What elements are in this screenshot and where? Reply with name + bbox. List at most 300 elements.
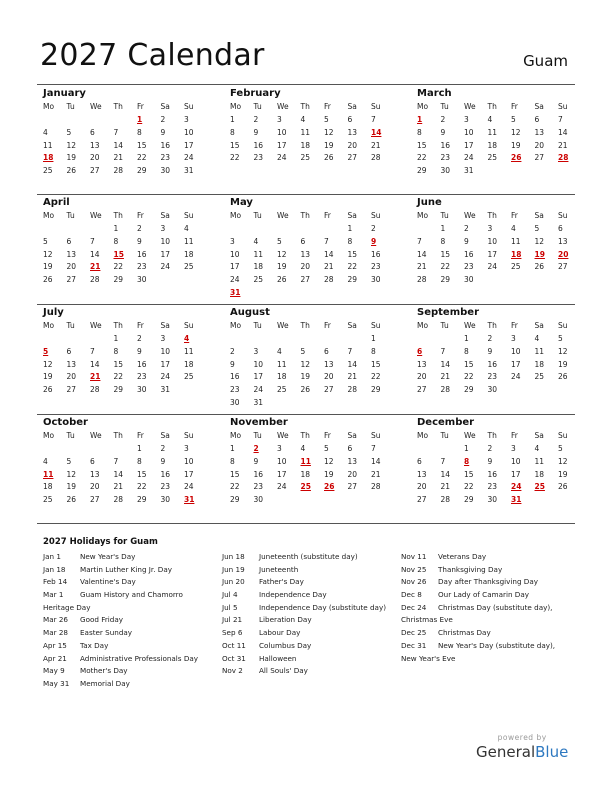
weekday-header: Th xyxy=(300,321,310,330)
day: 30 xyxy=(440,166,451,176)
day: 22 xyxy=(371,372,381,382)
day: 1 xyxy=(230,444,235,453)
holiday-day: 26 xyxy=(324,482,335,492)
weekday-header: We xyxy=(464,102,476,111)
day: 10 xyxy=(230,249,240,259)
holiday-day: 8 xyxy=(464,456,470,466)
empty-day xyxy=(65,224,89,237)
day: 30 xyxy=(487,495,498,505)
month-name: August xyxy=(230,307,270,318)
day: 6 xyxy=(90,456,95,466)
day: 29 xyxy=(464,385,474,395)
day: 28 xyxy=(90,275,100,285)
holiday-entry xyxy=(401,577,555,590)
day: 29 xyxy=(113,385,124,395)
day: 28 xyxy=(324,275,334,285)
day: 27 xyxy=(417,495,427,505)
weekday-header: Tu xyxy=(253,321,262,330)
holiday-list-column xyxy=(401,552,555,666)
divider xyxy=(37,523,575,524)
day: 25 xyxy=(300,153,311,163)
day: 6 xyxy=(324,346,329,356)
day: 29 xyxy=(137,166,147,176)
holiday-name: Independence Day xyxy=(259,590,327,600)
holiday-day: 5 xyxy=(43,346,49,356)
empty-day xyxy=(228,224,252,237)
empty-day xyxy=(41,224,65,237)
day: 26 xyxy=(277,275,287,285)
weekday-header: Su xyxy=(558,211,568,220)
holiday-date: Oct 31 xyxy=(222,653,246,663)
weekday-header: Mo xyxy=(43,211,55,220)
month-name: November xyxy=(230,417,288,428)
day: 25 xyxy=(511,262,521,272)
day: 30 xyxy=(464,275,474,285)
empty-day xyxy=(41,334,65,347)
holiday-date: Jul 4 xyxy=(222,590,238,600)
month-name: January xyxy=(43,88,86,99)
holiday-name: Christmas Day xyxy=(438,628,491,638)
day: 14 xyxy=(440,359,451,369)
day: 30 xyxy=(160,495,171,505)
weekday-header: Tu xyxy=(253,102,262,111)
holiday-date: May 9 xyxy=(43,666,65,676)
holiday-name: Mother's Day xyxy=(80,666,128,676)
weekday-header: Fr xyxy=(324,102,331,111)
day: 30 xyxy=(253,495,264,505)
empty-day xyxy=(112,115,136,128)
holiday-list-column xyxy=(43,552,198,692)
day: 19 xyxy=(300,372,311,382)
day: 30 xyxy=(137,385,147,395)
day: 19 xyxy=(324,469,334,479)
day: 13 xyxy=(347,456,358,466)
holiday-entry xyxy=(43,654,198,667)
empty-day xyxy=(252,224,276,237)
day: 27 xyxy=(417,385,427,395)
day: 31 xyxy=(253,397,264,407)
day: 1 xyxy=(371,334,376,343)
day: 11 xyxy=(277,359,287,369)
holiday-date: Nov 26 xyxy=(401,577,427,587)
day: 23 xyxy=(464,262,474,272)
day: 27 xyxy=(66,275,77,285)
day: 23 xyxy=(253,153,264,163)
empty-day xyxy=(41,115,65,128)
holiday-day: 1 xyxy=(137,115,143,124)
day: 23 xyxy=(487,372,498,382)
holiday-name: Juneteenth (substitute day) xyxy=(259,552,358,561)
brand-name xyxy=(476,743,568,761)
day: 13 xyxy=(90,140,100,150)
day: 28 xyxy=(347,385,358,395)
holiday-date: Apr 15 xyxy=(43,640,67,650)
day: 18 xyxy=(184,249,194,259)
day: 25 xyxy=(184,262,194,272)
day: 3 xyxy=(184,115,189,124)
day: 22 xyxy=(137,482,147,492)
holiday-day: 20 xyxy=(558,249,569,259)
holiday-name: Martin Luther King Jr. Day xyxy=(80,564,172,574)
day: 6 xyxy=(347,444,353,453)
day: 29 xyxy=(371,385,381,395)
weekday-header: Sa xyxy=(534,321,544,330)
day: 4 xyxy=(534,334,540,343)
holiday-date: Dec 31 xyxy=(401,640,427,650)
divider xyxy=(37,304,575,305)
holiday-entry xyxy=(401,565,555,578)
day: 6 xyxy=(558,224,563,233)
day: 4 xyxy=(534,444,540,453)
day: 29 xyxy=(137,495,147,505)
day: 5 xyxy=(534,224,540,233)
weekday-header: We xyxy=(464,431,476,440)
day: 20 xyxy=(90,153,100,163)
day: 24 xyxy=(160,372,171,382)
holiday-day: 19 xyxy=(534,249,545,259)
day: 17 xyxy=(487,249,498,259)
weekday-header: Fr xyxy=(324,211,331,220)
day: 3 xyxy=(277,444,282,453)
day: 10 xyxy=(184,456,194,466)
month-name: October xyxy=(43,417,88,428)
day: 16 xyxy=(230,372,240,382)
weekday-header: We xyxy=(90,431,102,440)
day: 5 xyxy=(66,456,72,466)
holiday-name: Day after Thanksgiving Day xyxy=(438,577,538,587)
holiday-entry xyxy=(43,565,198,578)
holiday-entry xyxy=(401,654,555,667)
day: 22 xyxy=(113,372,124,382)
weekday-header: Fr xyxy=(137,102,144,111)
empty-day xyxy=(439,444,463,457)
day: 17 xyxy=(253,372,264,382)
holiday-entry xyxy=(222,628,386,641)
month-october xyxy=(37,417,197,508)
holiday-name: New Year's Day xyxy=(80,552,136,561)
weekday-header: We xyxy=(277,321,289,330)
day: 14 xyxy=(324,249,334,259)
day: 17 xyxy=(160,249,171,259)
day: 4 xyxy=(184,224,189,233)
day: 2 xyxy=(160,444,166,453)
day: 10 xyxy=(160,346,171,356)
day: 18 xyxy=(534,469,545,479)
weekday-header: Sa xyxy=(160,321,170,330)
holiday-entry xyxy=(222,590,386,603)
day: 5 xyxy=(324,444,329,453)
day: 22 xyxy=(230,153,240,163)
day: 7 xyxy=(371,444,376,453)
day: 23 xyxy=(160,153,171,163)
holiday-entry xyxy=(43,666,198,679)
holiday-date: Jun 18 xyxy=(222,552,245,561)
day: 28 xyxy=(371,482,381,492)
day: 1 xyxy=(464,444,469,453)
day: 27 xyxy=(347,482,358,492)
empty-day xyxy=(65,334,89,347)
day: 4 xyxy=(277,346,282,356)
month-name: September xyxy=(417,307,479,318)
month-day-grid xyxy=(228,431,384,508)
holiday-entry xyxy=(222,565,386,578)
powered-by-text: powered by xyxy=(497,733,547,742)
day: 16 xyxy=(253,140,264,150)
day: 2 xyxy=(230,346,235,356)
holiday-date: Jan 1 xyxy=(43,552,61,561)
day: 6 xyxy=(66,346,72,356)
day: 8 xyxy=(137,127,142,137)
day: 13 xyxy=(324,359,334,369)
holiday-name: Christmas Eve xyxy=(401,615,453,625)
weekday-header: We xyxy=(90,102,102,111)
day: 12 xyxy=(66,140,77,150)
weekday-header: Th xyxy=(113,102,123,111)
day: 4 xyxy=(511,224,516,233)
holiday-entry xyxy=(401,552,555,565)
holiday-date: Nov 25 xyxy=(401,564,427,574)
holiday-name: Administrative Professionals Day xyxy=(80,653,199,663)
weekday-header: Su xyxy=(184,431,194,440)
holiday-name: Veterans Day xyxy=(438,552,487,561)
divider xyxy=(37,194,575,195)
month-day-grid xyxy=(415,102,571,179)
footer-logo[interactable] xyxy=(476,733,568,761)
holiday-date: Feb 14 xyxy=(43,577,68,587)
holiday-name: Labour Day xyxy=(259,628,301,638)
month-day-grid xyxy=(415,211,571,288)
month-day-grid xyxy=(41,431,197,508)
empty-day xyxy=(228,334,252,347)
day: 27 xyxy=(90,166,100,176)
weekday-header: Tu xyxy=(66,431,75,440)
day: 12 xyxy=(43,359,53,369)
brand-general: General xyxy=(476,743,536,761)
day: 14 xyxy=(417,249,427,259)
month-july xyxy=(37,307,197,398)
holiday-entry xyxy=(43,679,198,692)
holiday-day: 1 xyxy=(417,115,423,124)
day: 22 xyxy=(230,482,240,492)
day: 20 xyxy=(347,140,358,150)
day: 5 xyxy=(277,236,282,246)
weekday-header: Mo xyxy=(230,211,242,220)
day: 28 xyxy=(440,385,451,395)
day: 2 xyxy=(464,224,469,233)
month-day-grid xyxy=(41,321,197,398)
holiday-entry xyxy=(222,666,386,679)
day: 5 xyxy=(43,236,48,246)
weekday-header: Th xyxy=(487,321,497,330)
day: 21 xyxy=(417,262,427,272)
day: 19 xyxy=(66,482,77,492)
holiday-date: Mar 1 xyxy=(43,590,64,600)
holiday-day: 21 xyxy=(90,372,101,382)
month-name: July xyxy=(43,307,64,318)
day: 15 xyxy=(347,249,358,259)
holiday-date: Apr 21 xyxy=(43,653,67,663)
day: 3 xyxy=(511,334,516,343)
day: 4 xyxy=(43,456,48,466)
day: 22 xyxy=(347,262,358,272)
day: 17 xyxy=(184,140,194,150)
weekday-header: Sa xyxy=(347,102,357,111)
holiday-day: 21 xyxy=(90,262,101,272)
day: 18 xyxy=(253,262,264,272)
empty-day xyxy=(415,444,439,457)
day: 20 xyxy=(66,262,77,272)
weekday-header: Fr xyxy=(137,321,144,330)
holiday-day: 25 xyxy=(534,482,545,492)
day: 16 xyxy=(464,249,474,259)
day: 2 xyxy=(253,115,259,124)
day: 17 xyxy=(277,469,287,479)
day: 25 xyxy=(184,372,194,382)
day: 11 xyxy=(534,346,545,356)
day: 19 xyxy=(324,140,334,150)
day: 16 xyxy=(160,140,171,150)
empty-day xyxy=(299,224,323,237)
day: 8 xyxy=(230,127,235,137)
day: 26 xyxy=(66,166,77,176)
day: 1 xyxy=(464,334,469,343)
weekday-header: Sa xyxy=(347,431,357,440)
day: 1 xyxy=(137,444,142,453)
day: 6 xyxy=(417,456,422,466)
day: 29 xyxy=(347,275,358,285)
day: 4 xyxy=(300,444,306,453)
weekday-header: Th xyxy=(113,321,123,330)
day: 25 xyxy=(277,385,287,395)
month-day-grid xyxy=(41,211,197,288)
holiday-day: 15 xyxy=(113,249,124,259)
day: 11 xyxy=(43,140,53,150)
day: 20 xyxy=(534,140,545,150)
empty-day xyxy=(88,334,112,347)
divider xyxy=(37,414,575,415)
holiday-name: Thanksgiving Day xyxy=(438,564,503,574)
holiday-name: Our Lady of Camarin Day xyxy=(438,590,529,600)
weekday-header: We xyxy=(464,321,476,330)
holiday-date: Jul 5 xyxy=(222,602,238,612)
day: 31 xyxy=(160,385,171,395)
weekday-header: Th xyxy=(487,102,497,111)
day: 3 xyxy=(464,115,469,124)
day: 1 xyxy=(440,224,446,233)
weekday-header: We xyxy=(464,211,476,220)
day: 14 xyxy=(113,140,124,150)
day: 9 xyxy=(464,236,469,246)
day: 3 xyxy=(511,444,516,453)
day: 23 xyxy=(160,482,171,492)
weekday-header: Su xyxy=(371,211,381,220)
holiday-name: Christmas Day (substitute day), xyxy=(438,602,553,612)
day: 8 xyxy=(113,346,119,356)
holiday-date: Jun 20 xyxy=(222,577,245,587)
day: 20 xyxy=(324,372,334,382)
holiday-day: 25 xyxy=(300,482,311,492)
empty-day xyxy=(65,115,89,128)
day: 25 xyxy=(43,495,53,505)
weekday-header: We xyxy=(277,102,289,111)
day: 28 xyxy=(440,495,451,505)
day: 29 xyxy=(113,275,124,285)
day: 7 xyxy=(113,127,119,137)
holidays-title: 2027 Holidays for Guam xyxy=(43,537,158,547)
day: 2 xyxy=(440,115,446,124)
weekday-header: Tu xyxy=(253,211,262,220)
month-name: December xyxy=(417,417,475,428)
day: 23 xyxy=(230,385,240,395)
weekday-header: Th xyxy=(300,211,310,220)
day: 20 xyxy=(90,482,100,492)
day: 24 xyxy=(184,482,194,492)
holiday-day: 31 xyxy=(230,287,241,297)
day: 2 xyxy=(487,334,493,343)
month-name: April xyxy=(43,197,70,208)
weekday-header: Tu xyxy=(440,102,449,111)
day: 13 xyxy=(417,469,427,479)
day: 8 xyxy=(440,236,446,246)
day: 19 xyxy=(43,262,53,272)
holiday-name: Easter Sunday xyxy=(80,628,133,638)
day: 28 xyxy=(113,495,124,505)
month-day-grid xyxy=(415,431,571,508)
weekday-header: Tu xyxy=(66,211,75,220)
day: 29 xyxy=(417,166,427,176)
day: 23 xyxy=(137,262,147,272)
month-name: February xyxy=(230,88,281,99)
weekday-header: Th xyxy=(113,431,123,440)
day: 2 xyxy=(137,334,142,343)
day: 29 xyxy=(440,275,451,285)
day: 24 xyxy=(464,153,474,163)
day: 22 xyxy=(137,153,147,163)
day: 24 xyxy=(253,385,264,395)
day: 15 xyxy=(137,140,147,150)
weekday-header: We xyxy=(277,211,289,220)
weekday-header: Fr xyxy=(511,321,518,330)
day: 13 xyxy=(300,249,311,259)
day: 10 xyxy=(464,127,474,137)
holiday-name: New Year's Eve xyxy=(401,653,456,663)
holiday-date: Sep 6 xyxy=(222,628,243,638)
weekday-header: Tu xyxy=(253,431,262,440)
day: 16 xyxy=(137,359,147,369)
holiday-date: Mar 28 xyxy=(43,628,68,638)
weekday-header: Fr xyxy=(324,431,331,440)
weekday-header: Sa xyxy=(160,431,170,440)
holiday-entry xyxy=(222,641,386,654)
weekday-header: We xyxy=(277,431,289,440)
day: 3 xyxy=(184,444,189,453)
day: 17 xyxy=(511,469,521,479)
holiday-entry xyxy=(43,590,198,603)
day: 24 xyxy=(511,372,521,382)
divider xyxy=(37,84,575,85)
day: 29 xyxy=(464,495,474,505)
month-december xyxy=(411,417,571,508)
day: 27 xyxy=(90,495,100,505)
weekday-header: Th xyxy=(300,102,310,111)
holiday-name: Halloween xyxy=(259,653,297,663)
day: 5 xyxy=(66,127,72,137)
day: 22 xyxy=(464,372,474,382)
day: 10 xyxy=(511,346,521,356)
day: 10 xyxy=(277,127,287,137)
day: 2 xyxy=(487,444,493,453)
month-january xyxy=(37,88,197,179)
